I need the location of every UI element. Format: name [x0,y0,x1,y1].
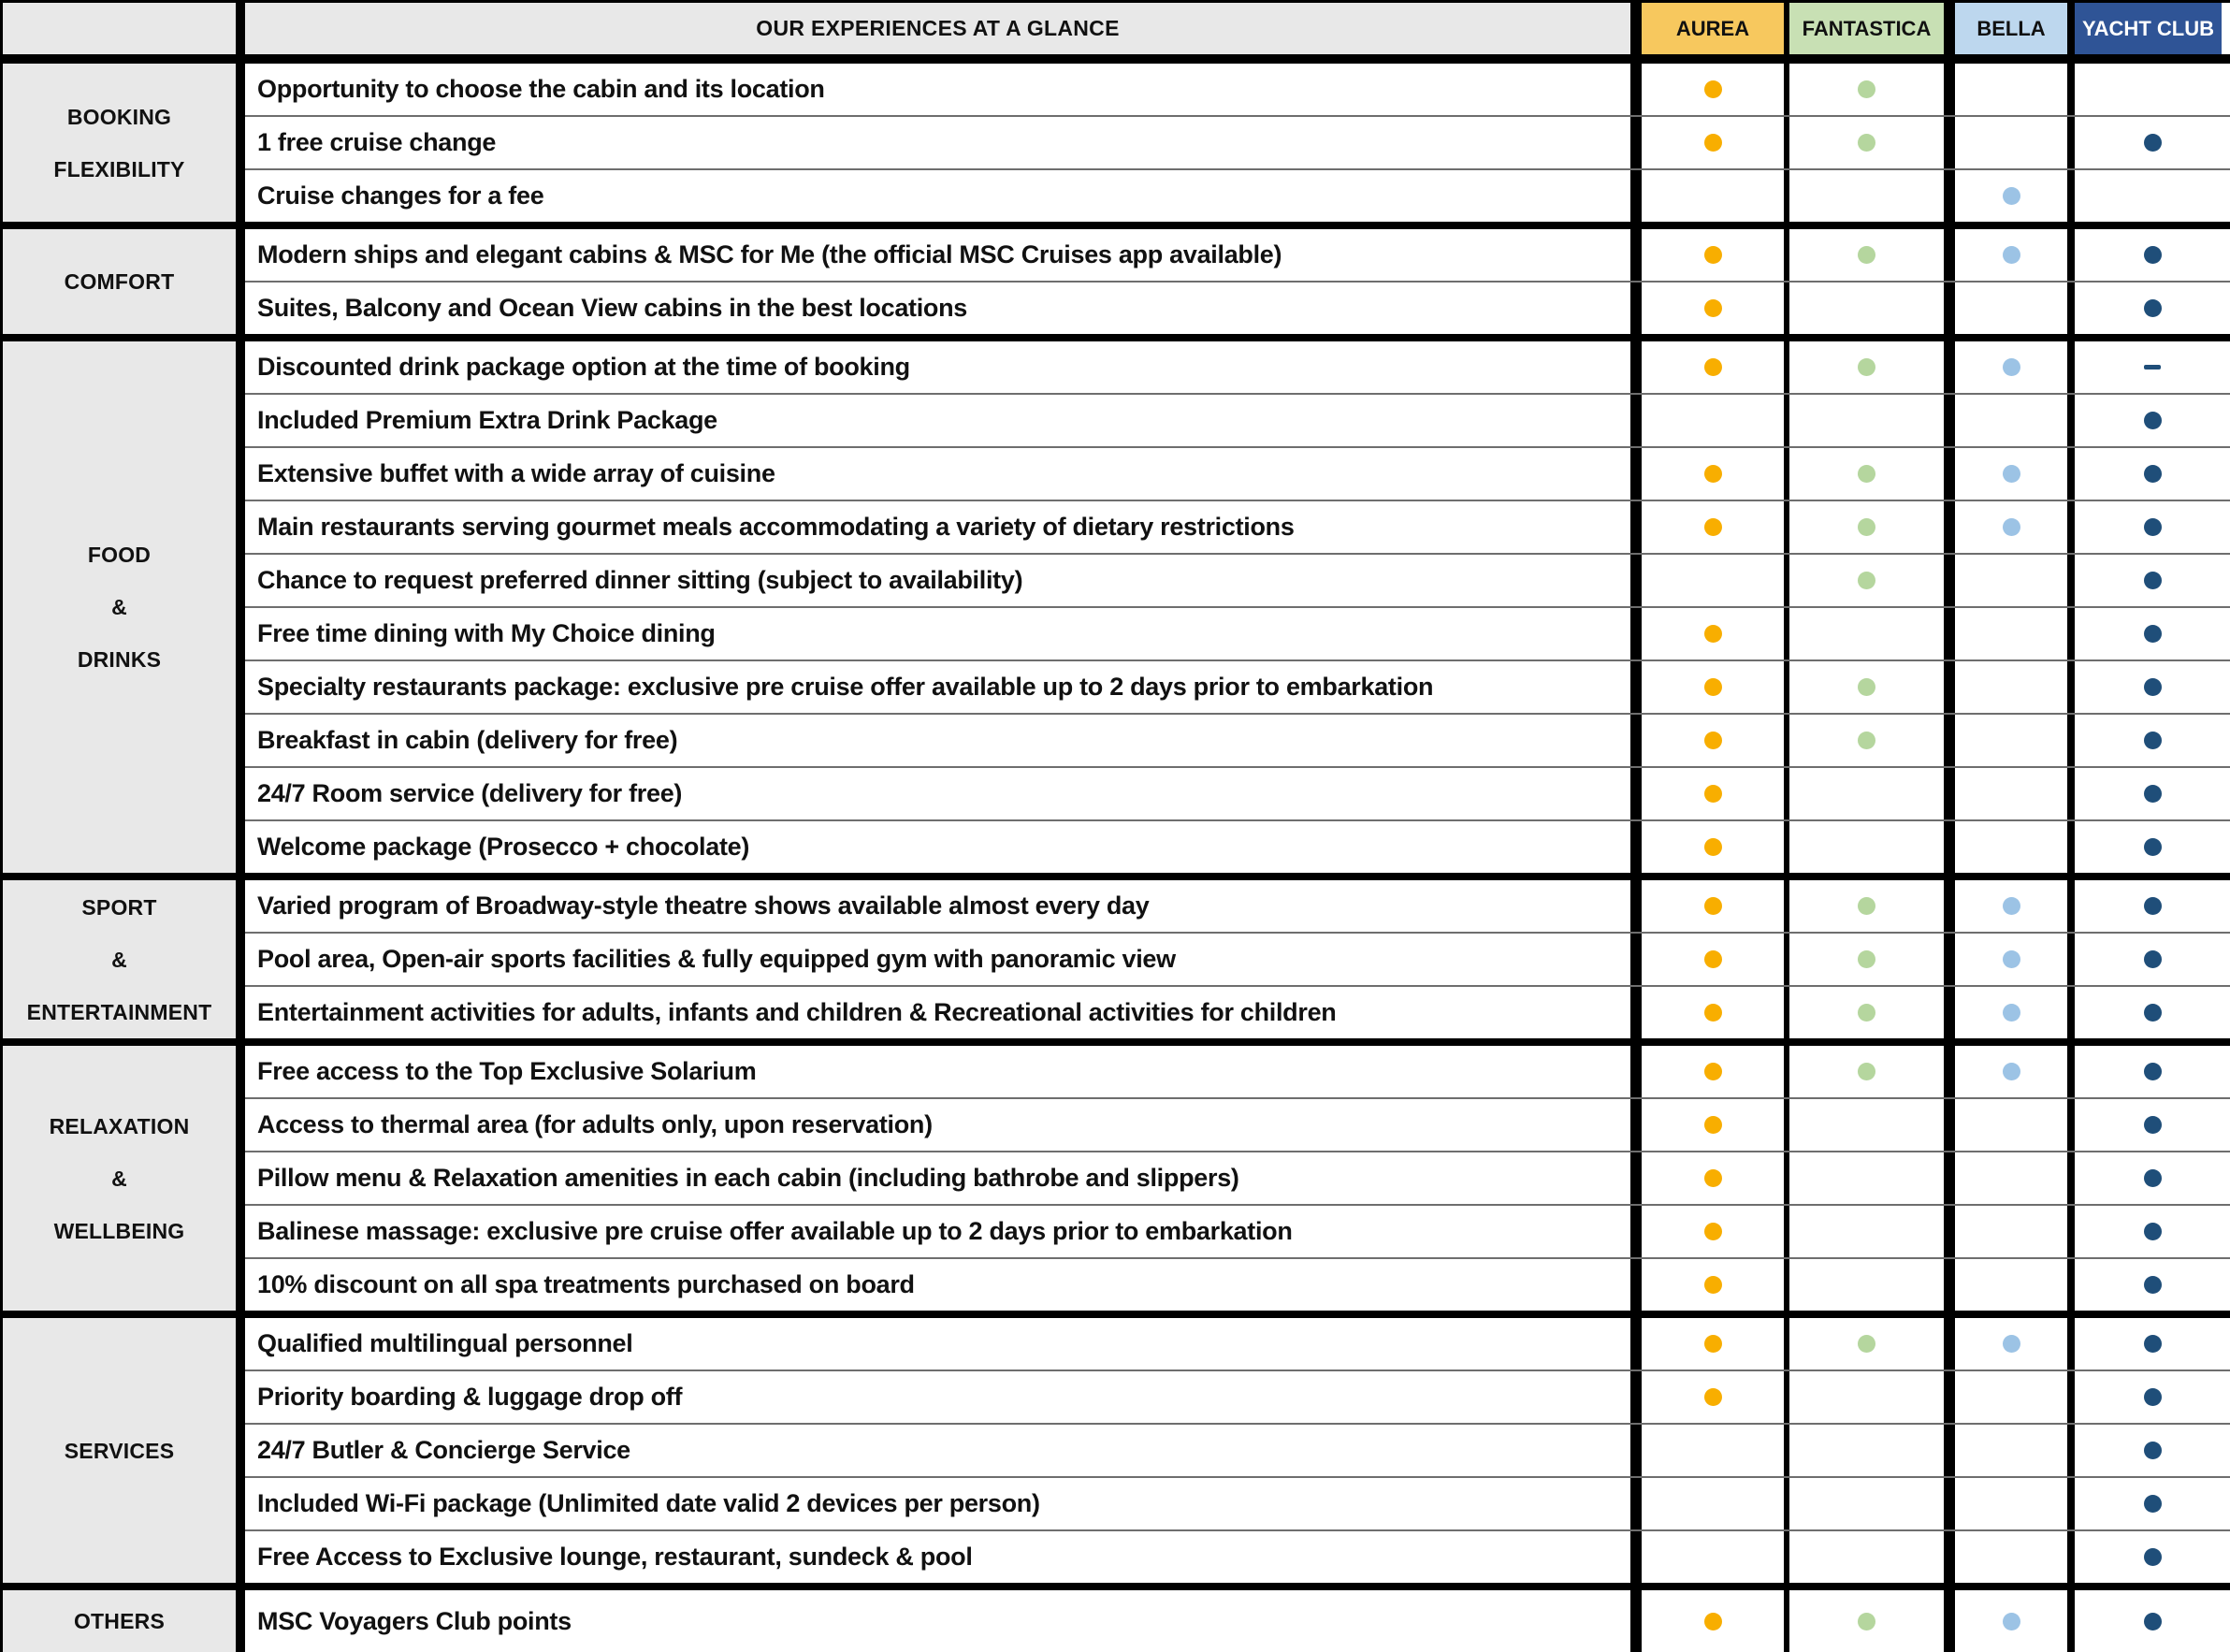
feature-cell: Pillow menu & Relaxation amenities in each cabin (including bathrobe and slippers) [245,1152,1642,1204]
mark-cell-bella [1955,395,2075,446]
table-row [245,1369,2230,1423]
mark-cell-aurea [1642,448,1789,500]
section-rows [245,341,2230,873]
mark-cell-yacht-club [2075,1206,2230,1257]
mark-cell-bella [1955,229,2075,281]
included-dot-aurea [1704,897,1722,915]
feature-cell: 24/7 Room service (delivery for free) [245,768,1642,819]
mark-cell-bella [1955,987,2075,1038]
mark-cell-bella [1955,1590,2075,1652]
section-label-line: SPORT [81,894,157,920]
feature-cell: Welcome package (Prosecco + chocolate) [245,821,1642,873]
mark-cell-aurea [1642,1371,1789,1423]
mark-cell-bella [1955,448,2075,500]
mark-cell-bella [1955,1099,2075,1151]
mark-cell-yacht-club [2075,1318,2230,1369]
section-relaxation--wellbeing [3,1038,2230,1311]
mark-cell-yacht-club [2075,170,2230,222]
mark-cell-aurea [1642,1046,1789,1097]
section-label-line: DRINKS [77,647,162,672]
included-dot-yacht-club [2144,1063,2162,1080]
included-dot-yacht-club [2144,412,2162,429]
table-row [245,446,2230,500]
included-dot-aurea [1704,785,1722,803]
section-label-line: OTHERS [73,1609,166,1633]
table-title: OUR EXPERIENCES AT A GLANCE [245,3,1642,54]
column-header-bella [1955,3,2075,54]
section-services [3,1311,2230,1583]
section-label [3,1318,245,1583]
included-dot-yacht-club [2144,1169,2162,1187]
mark-cell-aurea [1642,880,1789,932]
table-row [245,606,2230,659]
included-dot-fantastica [1858,897,1875,915]
section-rows [245,1590,2230,1652]
included-dot-fantastica [1858,80,1875,98]
mark-cell-yacht-club [2075,64,2230,115]
included-dot-bella [2003,1335,2020,1353]
table-row [245,500,2230,553]
included-dot-fantastica [1858,518,1875,536]
included-dot-bella [2003,246,2020,264]
mark-cell-aurea [1642,1531,1789,1583]
feature-cell: Discounted drink package option at the time of booking [245,341,1642,393]
included-dot-yacht-club [2144,838,2162,856]
mark-cell-aurea [1642,555,1789,606]
section-label-line: SERVICES [64,1438,175,1463]
mark-cell-bella [1955,1046,2075,1097]
mark-cell-aurea [1642,501,1789,553]
mark-cell-fantastica [1789,1371,1955,1423]
mark-cell-fantastica [1789,1531,1955,1583]
mark-cell-bella [1955,341,2075,393]
mark-cell-aurea [1642,341,1789,393]
feature-cell: 10% discount on all spa treatments purchased on board [245,1259,1642,1311]
mark-cell-fantastica [1789,283,1955,334]
feature-cell: 24/7 Butler & Concierge Service [245,1425,1642,1476]
feature-cell: Varied program of Broadway-style theatre shows available almost every day [245,880,1642,932]
table-row [245,659,2230,713]
mark-cell-bella [1955,64,2075,115]
included-dot-bella [2003,950,2020,968]
column-header-yacht-club [2075,3,2230,54]
mark-cell-yacht-club [2075,1425,2230,1476]
section-rows [245,64,2230,222]
mark-cell-bella [1955,1152,2075,1204]
mark-cell-fantastica [1789,170,1955,222]
feature-cell: Access to thermal area (for adults only, upon reservation) [245,1099,1642,1151]
section-label-line: & [111,595,127,619]
included-dot-aurea [1704,246,1722,264]
mark-cell-fantastica [1789,1318,1955,1369]
included-dot-yacht-club [2144,1276,2162,1294]
feature-cell: Breakfast in cabin (delivery for free) [245,715,1642,766]
included-dot-bella [2003,1613,2020,1630]
included-dot-fantastica [1858,1335,1875,1353]
table-row [245,1590,2230,1652]
included-dot-yacht-club [2144,299,2162,317]
mark-cell-bella [1955,117,2075,168]
mark-cell-fantastica [1789,501,1955,553]
section-label-line: & [111,1166,127,1191]
mark-cell-fantastica [1789,1425,1955,1476]
mark-cell-yacht-club [2075,661,2230,713]
mark-cell-aurea [1642,1425,1789,1476]
included-dot-aurea [1704,134,1722,152]
included-dot-yacht-club [2144,678,2162,696]
section-label [3,880,245,1038]
mark-cell-yacht-club [2075,448,2230,500]
mark-cell-bella [1955,1478,2075,1529]
mark-cell-fantastica [1789,1259,1955,1311]
included-dot-fantastica [1858,1613,1875,1630]
table-row [245,229,2230,281]
feature-cell: 1 free cruise change [245,117,1642,168]
mark-cell-aurea [1642,821,1789,873]
included-dot-bella [2003,518,2020,536]
table-row [245,932,2230,985]
feature-cell: Included Premium Extra Drink Package [245,395,1642,446]
mark-cell-fantastica [1789,768,1955,819]
mark-cell-yacht-club [2075,768,2230,819]
mark-cell-aurea [1642,1478,1789,1529]
section-booking-flexibility [3,64,2230,222]
mark-cell-aurea [1642,608,1789,659]
table-row [245,1476,2230,1529]
table-row [245,393,2230,446]
mark-cell-bella [1955,1206,2075,1257]
section-rows [245,1318,2230,1583]
included-dot-fantastica [1858,732,1875,749]
included-dot-bella [2003,897,2020,915]
included-dot-yacht-club [2144,1388,2162,1406]
mark-cell-aurea [1642,661,1789,713]
included-dot-yacht-club [2144,518,2162,536]
included-dot-fantastica [1858,134,1875,152]
mark-cell-aurea [1642,768,1789,819]
mark-cell-fantastica [1789,64,1955,115]
mark-cell-fantastica [1789,661,1955,713]
feature-cell: MSC Voyagers Club points [245,1590,1642,1652]
section-label-line: FOOD [87,543,152,567]
included-dot-yacht-club [2144,1442,2162,1459]
included-dot-bella [2003,187,2020,205]
feature-cell: Included Wi-Fi package (Unlimited date valid 2 devices per person) [245,1478,1642,1529]
mark-cell-fantastica [1789,880,1955,932]
mark-cell-fantastica [1789,1590,1955,1652]
mark-cell-yacht-club [2075,1152,2230,1204]
included-dot-aurea [1704,625,1722,643]
included-dot-aurea [1704,465,1722,483]
mark-cell-aurea [1642,1206,1789,1257]
mark-cell-aurea [1642,1152,1789,1204]
included-dot-aurea [1704,838,1722,856]
table-row [245,1046,2230,1097]
section-label-line: RELAXATION [49,1113,190,1138]
included-dot-fantastica [1858,572,1875,589]
column-header-label: FANTASTICA [1789,3,1944,54]
mark-cell-bella [1955,1531,2075,1583]
mark-cell-bella [1955,1259,2075,1311]
mark-cell-fantastica [1789,341,1955,393]
included-dot-bella [2003,358,2020,376]
included-dot-aurea [1704,358,1722,376]
included-dot-bella [2003,1004,2020,1022]
mark-cell-yacht-club [2075,1590,2230,1652]
table-row [245,1204,2230,1257]
mark-cell-aurea [1642,395,1789,446]
mark-cell-yacht-club [2075,555,2230,606]
section-label-line: ENTERTAINMENT [26,999,212,1024]
included-dot-fantastica [1858,246,1875,264]
included-dot-aurea [1704,1388,1722,1406]
column-header-label: BELLA [1955,3,2067,54]
mark-cell-bella [1955,170,2075,222]
included-dot-fantastica [1858,950,1875,968]
mark-cell-fantastica [1789,555,1955,606]
included-dot-bella [2003,1063,2020,1080]
feature-cell: Modern ships and elegant cabins & MSC for Me (the official MSC Cruises app available) [245,229,1642,281]
included-dot-aurea [1704,1335,1722,1353]
mark-cell-bella [1955,661,2075,713]
included-dot-aurea [1704,1613,1722,1630]
mark-cell-aurea [1642,170,1789,222]
table-row [245,1097,2230,1151]
feature-cell: Free Access to Exclusive lounge, restaurant, sundeck & pool [245,1531,1642,1583]
mark-cell-yacht-club [2075,283,2230,334]
section-label [3,1590,245,1652]
mark-cell-aurea [1642,229,1789,281]
section-label-line: BOOKING [66,104,172,129]
mark-cell-bella [1955,1318,2075,1369]
mark-cell-fantastica [1789,1478,1955,1529]
mark-cell-aurea [1642,1259,1789,1311]
feature-cell: Balinese massage: exclusive pre cruise offer available up to 2 days prior to embarkation [245,1206,1642,1257]
feature-cell: Suites, Balcony and Ocean View cabins in the best locations [245,283,1642,334]
section-food--drinks [3,334,2230,873]
mark-cell-bella [1955,501,2075,553]
section-others [3,1583,2230,1652]
feature-cell: Extensive buffet with a wide array of cuisine [245,448,1642,500]
mark-cell-bella [1955,555,2075,606]
mark-cell-fantastica [1789,229,1955,281]
feature-cell: Priority boarding & luggage drop off [245,1371,1642,1423]
section-label [3,229,245,334]
table-row [245,880,2230,932]
included-dot-yacht-club [2144,785,2162,803]
included-dot-fantastica [1858,1063,1875,1080]
included-dot-yacht-club [2144,572,2162,589]
mark-cell-fantastica [1789,715,1955,766]
mark-cell-yacht-club [2075,987,2230,1038]
feature-cell: Free access to the Top Exclusive Solarium [245,1046,1642,1097]
mark-cell-yacht-club [2075,501,2230,553]
included-dot-yacht-club [2144,1223,2162,1240]
column-header-aurea [1642,3,1789,54]
mark-cell-aurea [1642,117,1789,168]
mark-cell-fantastica [1789,1152,1955,1204]
mark-cell-fantastica [1789,448,1955,500]
table-row [245,713,2230,766]
dash-mark-yacht-club [2144,365,2161,370]
section-label [3,64,245,222]
table-row [245,1151,2230,1204]
included-dot-yacht-club [2144,732,2162,749]
feature-cell: Entertainment activities for adults, infants and children & Recreational activities for children [245,987,1642,1038]
mark-cell-yacht-club [2075,395,2230,446]
included-dot-yacht-club [2144,1116,2162,1134]
mark-cell-aurea [1642,283,1789,334]
mark-cell-fantastica [1789,987,1955,1038]
mark-cell-fantastica [1789,1099,1955,1151]
mark-cell-fantastica [1789,117,1955,168]
section-rows [245,880,2230,1038]
included-dot-yacht-club [2144,1495,2162,1513]
included-dot-yacht-club [2144,246,2162,264]
section-label [3,341,245,873]
mark-cell-aurea [1642,934,1789,985]
mark-cell-bella [1955,821,2075,873]
included-dot-aurea [1704,1063,1722,1080]
included-dot-yacht-club [2144,1548,2162,1566]
column-header-label: YACHT CLUB [2075,3,2222,54]
feature-cell: Free time dining with My Choice dining [245,608,1642,659]
included-dot-yacht-club [2144,1335,2162,1353]
section-comfort [3,222,2230,334]
mark-cell-aurea [1642,1318,1789,1369]
included-dot-yacht-club [2144,625,2162,643]
mark-cell-aurea [1642,987,1789,1038]
mark-cell-yacht-club [2075,117,2230,168]
mark-cell-bella [1955,768,2075,819]
mark-cell-yacht-club [2075,934,2230,985]
included-dot-aurea [1704,678,1722,696]
included-dot-yacht-club [2144,897,2162,915]
included-dot-aurea [1704,1223,1722,1240]
mark-cell-aurea [1642,1590,1789,1652]
mark-cell-bella [1955,934,2075,985]
table-row [245,1529,2230,1583]
included-dot-yacht-club [2144,465,2162,483]
section-label-line: FLEXIBILITY [53,156,185,181]
included-dot-yacht-club [2144,1004,2162,1022]
mark-cell-bella [1955,880,2075,932]
mark-cell-fantastica [1789,821,1955,873]
mark-cell-yacht-club [2075,1259,2230,1311]
mark-cell-bella [1955,608,2075,659]
included-dot-yacht-club [2144,1613,2162,1630]
column-header-label: AUREA [1642,3,1784,54]
included-dot-aurea [1704,1276,1722,1294]
table-row [245,985,2230,1038]
included-dot-aurea [1704,1004,1722,1022]
section-label-line: WELLBEING [53,1218,185,1243]
mark-cell-yacht-club [2075,821,2230,873]
table-row [245,819,2230,873]
included-dot-fantastica [1858,358,1875,376]
mark-cell-bella [1955,1371,2075,1423]
feature-cell: Specialty restaurants package: exclusive pre cruise offer available up to 2 days prior to embarkation [245,661,1642,713]
section-label-line: & [111,947,127,972]
included-dot-aurea [1704,950,1722,968]
mark-cell-fantastica [1789,1046,1955,1097]
mark-cell-fantastica [1789,1206,1955,1257]
table-row [245,168,2230,222]
column-header-fantastica [1789,3,1955,54]
mark-cell-bella [1955,283,2075,334]
included-dot-fantastica [1858,465,1875,483]
section-label [3,1046,245,1311]
table-row [245,115,2230,168]
mark-cell-bella [1955,1425,2075,1476]
table-body [3,64,2230,1652]
corner-cell [3,3,245,54]
mark-cell-fantastica [1789,934,1955,985]
table-row [245,766,2230,819]
mark-cell-fantastica [1789,395,1955,446]
mark-cell-yacht-club [2075,341,2230,393]
included-dot-aurea [1704,1169,1722,1187]
table-row [245,553,2230,606]
mark-cell-yacht-club [2075,229,2230,281]
mark-cell-yacht-club [2075,608,2230,659]
included-dot-yacht-club [2144,134,2162,152]
mark-cell-yacht-club [2075,1478,2230,1529]
mark-cell-yacht-club [2075,1371,2230,1423]
mark-cell-bella [1955,715,2075,766]
feature-cell: Pool area, Open-air sports facilities & fully equipped gym with panoramic view [245,934,1642,985]
feature-cell: Opportunity to choose the cabin and its location [245,64,1642,115]
feature-cell: Cruise changes for a fee [245,170,1642,222]
mark-cell-yacht-club [2075,1046,2230,1097]
mark-cell-aurea [1642,715,1789,766]
included-dot-fantastica [1858,1004,1875,1022]
mark-cell-aurea [1642,64,1789,115]
included-dot-fantastica [1858,678,1875,696]
feature-cell: Qualified multilingual personnel [245,1318,1642,1369]
included-dot-aurea [1704,732,1722,749]
mark-cell-aurea [1642,1099,1789,1151]
table-header-row [3,3,2230,64]
mark-cell-fantastica [1789,608,1955,659]
included-dot-aurea [1704,1116,1722,1134]
mark-cell-yacht-club [2075,1531,2230,1583]
table-row [245,64,2230,115]
mark-cell-yacht-club [2075,880,2230,932]
section-rows [245,229,2230,334]
section-sport--entertainment [3,873,2230,1038]
table-row [245,1257,2230,1311]
feature-cell: Chance to request preferred dinner sitting (subject to availability) [245,555,1642,606]
table-row [245,341,2230,393]
table-row [245,1318,2230,1369]
included-dot-aurea [1704,80,1722,98]
section-label-line: COMFORT [64,269,175,294]
included-dot-bella [2003,465,2020,483]
table-row [245,281,2230,334]
mark-cell-yacht-club [2075,1099,2230,1151]
included-dot-yacht-club [2144,950,2162,968]
section-rows [245,1046,2230,1311]
included-dot-aurea [1704,518,1722,536]
included-dot-aurea [1704,299,1722,317]
mark-cell-yacht-club [2075,715,2230,766]
feature-cell: Main restaurants serving gourmet meals accommodating a variety of dietary restrictions [245,501,1642,553]
table-row [245,1423,2230,1476]
